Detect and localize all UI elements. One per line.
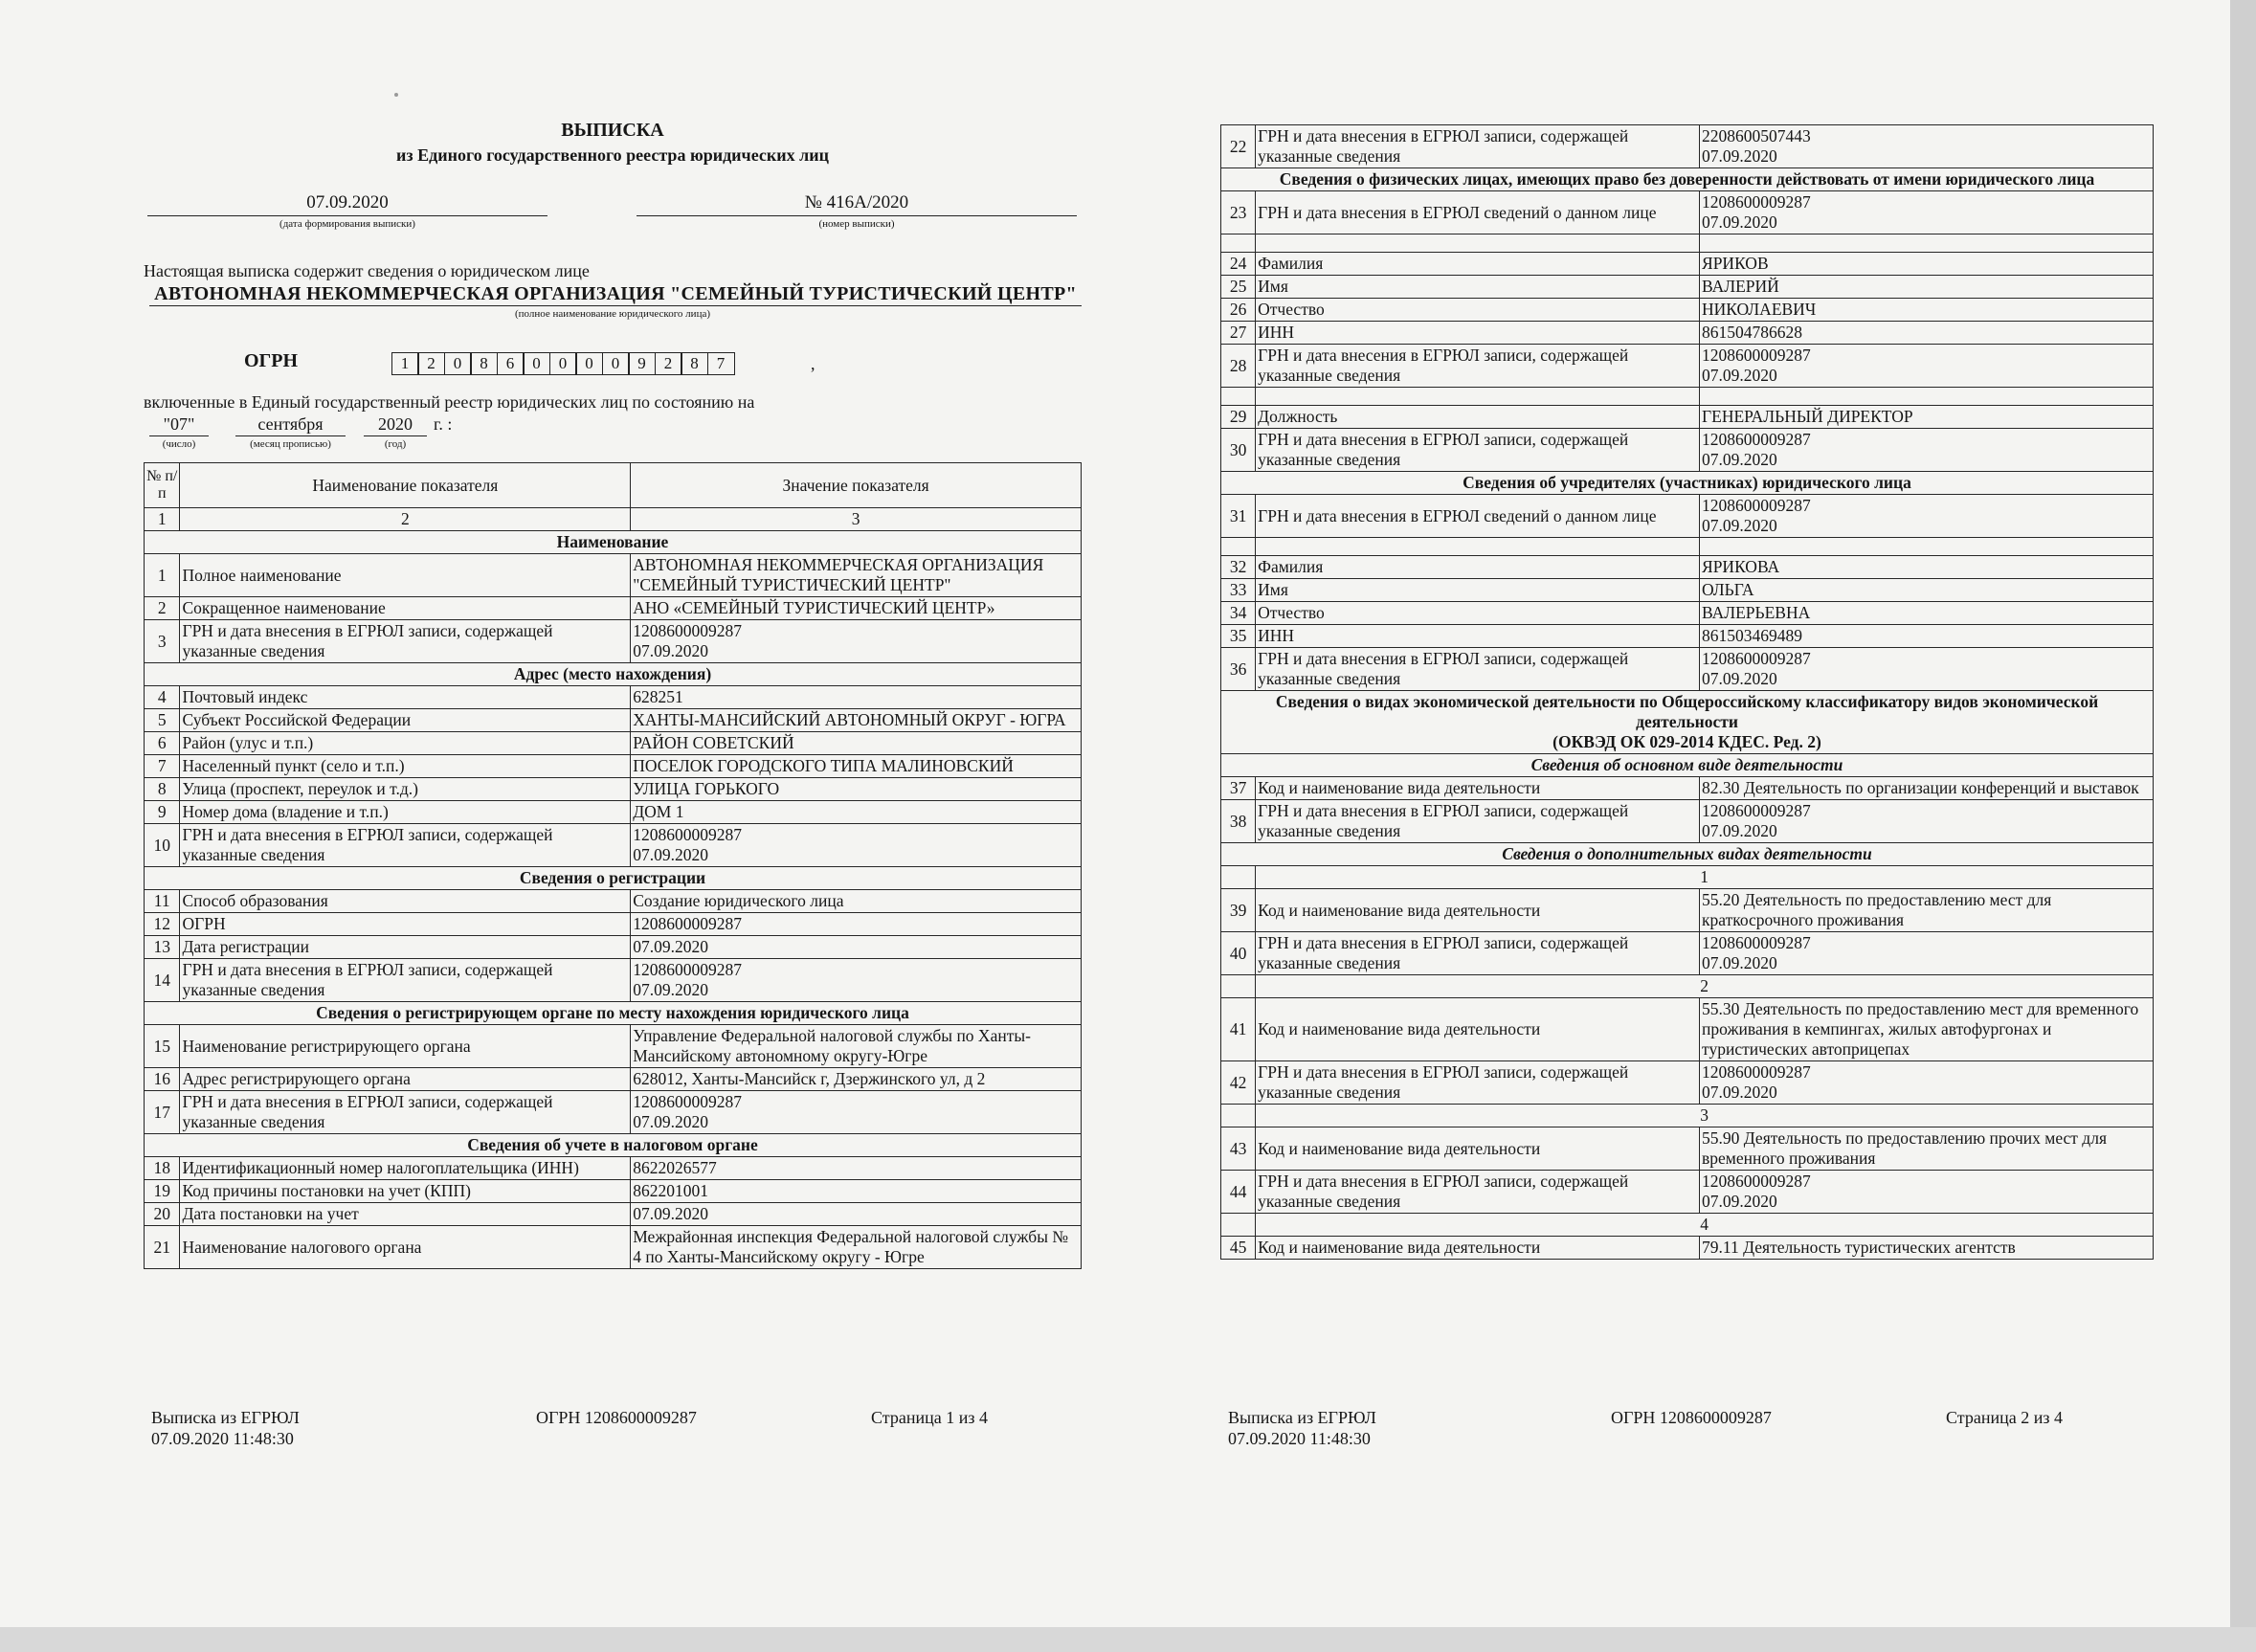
table-row <box>1221 625 2154 648</box>
indicator-name: ГРН и дата внесения в ЕГРЮЛ записи, содержащей указанные сведения <box>1256 125 1700 168</box>
indicator-name: Имя <box>1256 579 1700 602</box>
indicator-value: ВАЛЕРИЙ <box>1700 276 2154 299</box>
scan-edge-bottom <box>0 1627 2256 1652</box>
page-1 <box>144 120 1082 1269</box>
table-row <box>145 936 1082 959</box>
asof-month: сентября <box>235 414 346 436</box>
indicator-value: 55.20 Деятельность по предоставлению мест для краткосрочного проживания <box>1700 889 2154 932</box>
footer-extract-label: Выписка из ЕГРЮЛ <box>151 1408 300 1427</box>
indicator-value: Создание юридического лица <box>631 890 1082 913</box>
blank-row <box>1221 388 2154 406</box>
indicator-value: 1208600009287 <box>631 913 1082 936</box>
indicator-value: 1208600009287 07.09.2020 <box>1700 1171 2154 1214</box>
row-number: 8 <box>145 778 180 801</box>
table-row <box>1221 1127 2154 1171</box>
indicator-name: Район (улус и т.п.) <box>180 732 631 755</box>
indicator-name: Улица (проспект, переулок и т.д.) <box>180 778 631 801</box>
indicator-value: ЯРИКОВ <box>1700 253 2154 276</box>
extract-number-caption: (номер выписки) <box>818 218 895 230</box>
empty-cell <box>1700 538 2154 556</box>
ogrn-digit-box: 0 <box>602 352 630 375</box>
row-number: 29 <box>1221 406 1256 429</box>
row-number: 43 <box>1221 1127 1256 1171</box>
indicator-value: 82.30 Деятельность по организации конференций и выставок <box>1700 777 2154 800</box>
ogrn-digit-box: 9 <box>628 352 656 375</box>
table-row <box>145 709 1082 732</box>
empty-cell <box>1221 1214 1256 1237</box>
table-row <box>145 890 1082 913</box>
activity-counter-row <box>1221 1105 2154 1127</box>
subsection-header-row <box>1221 843 2154 866</box>
table-row <box>145 1180 1082 1203</box>
empty-cell <box>1221 388 1256 406</box>
table-row <box>1221 998 2154 1061</box>
row-number: 16 <box>145 1068 180 1091</box>
row-number: 35 <box>1221 625 1256 648</box>
indicator-value: 1208600009287 07.09.2020 <box>631 1091 1082 1134</box>
indicator-name: Идентификационный номер налогоплательщика (ИНН) <box>180 1157 631 1180</box>
extract-number: № 416А/2020 <box>637 192 1077 216</box>
subsection-title: Сведения о дополнительных видах деятельности <box>1221 843 2154 866</box>
ogrn-digit-boxes <box>392 352 735 375</box>
page-1-footer-page: Страница 1 из 4 <box>871 1408 988 1427</box>
indicator-name: ИНН <box>1256 625 1700 648</box>
asof-year-suffix: г. : <box>434 414 453 434</box>
intro-text: Настоящая выписка содержит сведения о юридическом лице <box>144 261 590 280</box>
page-1-footer-left <box>151 1407 300 1449</box>
indicator-name: Населенный пункт (село и т.п.) <box>180 755 631 778</box>
indicator-value: 628251 <box>631 686 1082 709</box>
indicator-value: АВТОНОМНАЯ НЕКОММЕРЧЕСКАЯ ОРГАНИЗАЦИЯ "СЕМЕЙНЫЙ ТУРИСТИЧЕСКИЙ ЦЕНТР" <box>631 554 1082 597</box>
indicator-value: Межрайонная инспекция Федеральной налоговой службы № 4 по Ханты-Мансийскому округу - Югре <box>631 1226 1082 1269</box>
row-number: 5 <box>145 709 180 732</box>
ogrn-digit-box: 2 <box>655 352 682 375</box>
empty-cell <box>1700 388 2154 406</box>
indicator-value: Управление Федеральной налоговой службы по Ханты-Мансийскому автономному округу-Югре <box>631 1025 1082 1068</box>
row-number: 33 <box>1221 579 1256 602</box>
row-number: 34 <box>1221 602 1256 625</box>
extract-title: ВЫПИСКА <box>561 120 664 141</box>
row-number: 1 <box>145 554 180 597</box>
org-name-caption: (полное наименование юридического лица) <box>514 308 710 320</box>
row-number: 4 <box>145 686 180 709</box>
indicator-value: 1208600009287 07.09.2020 <box>631 620 1082 663</box>
row-number: 13 <box>145 936 180 959</box>
indicator-value: 862201001 <box>631 1180 1082 1203</box>
indicator-name: ГРН и дата внесения в ЕГРЮЛ записи, содержащей указанные сведения <box>1256 800 1700 843</box>
asof-year: 2020 <box>364 414 427 436</box>
row-number: 45 <box>1221 1237 1256 1260</box>
indicator-name: ГРН и дата внесения в ЕГРЮЛ записи, содержащей указанные сведения <box>1256 1061 1700 1105</box>
indicator-value: 1208600009287 07.09.2020 <box>1700 345 2154 388</box>
row-number: 39 <box>1221 889 1256 932</box>
indicator-name: Фамилия <box>1256 556 1700 579</box>
table-row <box>145 620 1082 663</box>
activity-counter-row <box>1221 975 2154 998</box>
extract-number-field <box>637 192 1077 230</box>
table-row <box>145 686 1082 709</box>
registry-table-page-2 <box>1220 124 2154 1260</box>
table-row <box>145 597 1082 620</box>
indicator-name: ГРН и дата внесения в ЕГРЮЛ записи, содержащей указанные сведения <box>1256 1171 1700 1214</box>
indicator-name: ГРН и дата внесения в ЕГРЮЛ записи, содержащей указанные сведения <box>1256 345 1700 388</box>
page-2-footer-left <box>1228 1407 1376 1449</box>
indicator-name: ГРН и дата внесения в ЕГРЮЛ записи, содержащей указанные сведения <box>180 959 631 1002</box>
indicator-name: Код и наименование вида деятельности <box>1256 889 1700 932</box>
table-row <box>145 913 1082 936</box>
subsection-header-row <box>1221 754 2154 777</box>
indicator-name: Фамилия <box>1256 253 1700 276</box>
indicator-name: Дата регистрации <box>180 936 631 959</box>
row-number: 30 <box>1221 429 1256 472</box>
section-title: Сведения о регистрирующем органе по месту нахождения юридического лица <box>145 1002 1082 1025</box>
empty-cell <box>1221 866 1256 889</box>
row-number: 12 <box>145 913 180 936</box>
indicator-value: ПОСЕЛОК ГОРОДСКОГО ТИПА МАЛИНОВСКИЙ <box>631 755 1082 778</box>
table-row <box>1221 191 2154 234</box>
table-row <box>1221 322 2154 345</box>
table-row <box>145 554 1082 597</box>
extract-meta <box>144 192 1082 240</box>
indicator-value: ДОМ 1 <box>631 801 1082 824</box>
indicator-name: ГРН и дата внесения в ЕГРЮЛ сведений о данном лице <box>1256 495 1700 538</box>
section-header-row <box>1221 168 2154 191</box>
indicator-name: Код и наименование вида деятельности <box>1256 777 1700 800</box>
table-row <box>145 1068 1082 1091</box>
indicator-name: ГРН и дата внесения в ЕГРЮЛ записи, содержащей указанные сведения <box>180 620 631 663</box>
table-row <box>1221 495 2154 538</box>
formation-date-caption: (дата формирования выписки) <box>279 218 415 230</box>
indicator-value: 07.09.2020 <box>631 936 1082 959</box>
page-2-footer-page: Страница 2 из 4 <box>1946 1408 2063 1427</box>
row-number: 18 <box>145 1157 180 1180</box>
indicator-name: ГРН и дата внесения в ЕГРЮЛ записи, содержащей указанные сведения <box>1256 429 1700 472</box>
indicator-name: Код и наименование вида деятельности <box>1256 1127 1700 1171</box>
indicator-name: Наименование регистрирующего органа <box>180 1025 631 1068</box>
indicator-name: ГРН и дата внесения в ЕГРЮЛ записи, содержащей указанные сведения <box>180 1091 631 1134</box>
indicator-value: ХАНТЫ-МАНСИЙСКИЙ АВТОНОМНЫЙ ОКРУГ - ЮГРА <box>631 709 1082 732</box>
row-number: 20 <box>145 1203 180 1226</box>
table-row <box>1221 276 2154 299</box>
indicator-name: ГРН и дата внесения в ЕГРЮЛ записи, содержащей указанные сведения <box>180 824 631 867</box>
row-number: 24 <box>1221 253 1256 276</box>
indicator-name: Должность <box>1256 406 1700 429</box>
row-number: 15 <box>145 1025 180 1068</box>
row-number: 6 <box>145 732 180 755</box>
col-header-num: № п/п <box>145 463 180 508</box>
table-row <box>1221 299 2154 322</box>
table-row <box>1221 800 2154 843</box>
row-number: 17 <box>145 1091 180 1134</box>
table-row <box>1221 648 2154 691</box>
row-number: 38 <box>1221 800 1256 843</box>
table-row <box>1221 889 2154 932</box>
indicator-value: 861504786628 <box>1700 322 2154 345</box>
section-title: Сведения об учете в налоговом органе <box>145 1134 1082 1157</box>
indicator-name: Код причины постановки на учет (КПП) <box>180 1180 631 1203</box>
indicator-value: 1208600009287 07.09.2020 <box>1700 495 2154 538</box>
section-title: Сведения о физических лицах, имеющих право без доверенности действовать от имени юридического лица <box>1221 168 2154 191</box>
row-number: 28 <box>1221 345 1256 388</box>
table-row <box>1221 253 2154 276</box>
section-header-row <box>145 663 1082 686</box>
indicator-value: 8622026577 <box>631 1157 1082 1180</box>
col-number-3: 3 <box>631 508 1082 531</box>
asof-text: включенные в Единый государственный реестр юридических лиц по состоянию на <box>144 392 755 412</box>
ogrn-digit-box: 6 <box>497 352 525 375</box>
indicator-name: Дата постановки на учет <box>180 1203 631 1226</box>
indicator-name: Номер дома (владение и т.п.) <box>180 801 631 824</box>
table-row <box>145 1091 1082 1134</box>
page-1-footer-ogrn: ОГРН 1208600009287 <box>536 1408 697 1427</box>
table-row <box>1221 579 2154 602</box>
table-row <box>1221 345 2154 388</box>
empty-cell <box>1221 1105 1256 1127</box>
subsection-title: Сведения об основном виде деятельности <box>1221 754 2154 777</box>
page-2-footer-ogrn: ОГРН 1208600009287 <box>1611 1408 1772 1427</box>
row-number: 3 <box>145 620 180 663</box>
row-number: 26 <box>1221 299 1256 322</box>
empty-cell <box>1700 234 2154 253</box>
asof-year-caption: (год) <box>384 438 407 450</box>
section-header-row <box>1221 472 2154 495</box>
page-2 <box>1220 124 2154 1260</box>
asof-day-field <box>149 414 209 450</box>
row-number: 23 <box>1221 191 1256 234</box>
scan-edge-right <box>2230 0 2256 1652</box>
indicator-value: 1208600009287 07.09.2020 <box>1700 648 2154 691</box>
col-number-2: 2 <box>180 508 631 531</box>
table-row <box>1221 1171 2154 1214</box>
table-row <box>145 1025 1082 1068</box>
indicator-value: 55.90 Деятельность по предоставлению прочих мест для временного проживания <box>1700 1127 2154 1171</box>
row-number: 14 <box>145 959 180 1002</box>
indicator-name: Отчество <box>1256 602 1700 625</box>
section-title: Адрес (место нахождения) <box>145 663 1082 686</box>
indicator-value: 1208600009287 07.09.2020 <box>1700 932 2154 975</box>
row-number: 27 <box>1221 322 1256 345</box>
empty-cell <box>1256 388 1700 406</box>
scan-speck <box>394 93 398 97</box>
table-row <box>1221 1237 2154 1260</box>
ogrn-tail: , <box>811 354 815 373</box>
ogrn-digit-box: 1 <box>391 352 419 375</box>
indicator-name: ИНН <box>1256 322 1700 345</box>
registry-table-page-1 <box>144 462 1082 1269</box>
col-header-value: Значение показателя <box>631 463 1082 508</box>
indicator-value: 861503469489 <box>1700 625 2154 648</box>
indicator-value: ОЛЬГА <box>1700 579 2154 602</box>
row-number: 10 <box>145 824 180 867</box>
row-number: 42 <box>1221 1061 1256 1105</box>
asof-day: "07" <box>149 414 209 436</box>
org-full-name: АВТОНОМНАЯ НЕКОММЕРЧЕСКАЯ ОРГАНИЗАЦИЯ "СЕМЕЙНЫЙ ТУРИСТИЧЕСКИЙ ЦЕНТР" <box>149 283 1082 306</box>
activity-counter: 2 <box>1256 975 2154 998</box>
ogrn-digit-box: 0 <box>549 352 577 375</box>
section-header-row <box>145 867 1082 890</box>
row-number: 11 <box>145 890 180 913</box>
indicator-name: ОГРН <box>180 913 631 936</box>
indicator-value: 07.09.2020 <box>631 1203 1082 1226</box>
formation-date-field <box>147 192 547 230</box>
ogrn-digit-box: 8 <box>681 352 708 375</box>
indicator-value: 628012, Ханты-Мансийск г, Дзержинского ул, д 2 <box>631 1068 1082 1091</box>
indicator-name: Полное наименование <box>180 554 631 597</box>
indicator-value: 1208600009287 07.09.2020 <box>1700 191 2154 234</box>
table-row <box>145 732 1082 755</box>
section-header-row <box>145 531 1082 554</box>
indicator-name: Способ образования <box>180 890 631 913</box>
indicator-name: ГРН и дата внесения в ЕГРЮЛ сведений о данном лице <box>1256 191 1700 234</box>
empty-cell <box>1221 234 1256 253</box>
indicator-name: Сокращенное наименование <box>180 597 631 620</box>
ogrn-digit-box: 0 <box>575 352 603 375</box>
activity-counter-row <box>1221 866 2154 889</box>
table-row <box>145 755 1082 778</box>
table-row <box>145 778 1082 801</box>
row-number: 9 <box>145 801 180 824</box>
row-number: 31 <box>1221 495 1256 538</box>
indicator-value: ЯРИКОВА <box>1700 556 2154 579</box>
asof-month-caption: (месяц прописью) <box>250 438 331 450</box>
row-number: 25 <box>1221 276 1256 299</box>
indicator-name: Код и наименование вида деятельности <box>1256 998 1700 1061</box>
empty-cell <box>1256 538 1700 556</box>
ogrn-digit-box: 2 <box>417 352 445 375</box>
asof-month-field <box>235 414 346 450</box>
asof-day-caption: (число) <box>162 438 196 450</box>
table-row <box>1221 429 2154 472</box>
indicator-name: Код и наименование вида деятельности <box>1256 1237 1700 1260</box>
table-row <box>1221 125 2154 168</box>
indicator-value: 1208600009287 07.09.2020 <box>631 824 1082 867</box>
indicator-value: 1208600009287 07.09.2020 <box>1700 429 2154 472</box>
row-number: 44 <box>1221 1171 1256 1214</box>
table-row <box>1221 406 2154 429</box>
indicator-value: РАЙОН СОВЕТСКИЙ <box>631 732 1082 755</box>
indicator-value: 1208600009287 07.09.2020 <box>1700 1061 2154 1105</box>
row-number: 21 <box>145 1226 180 1269</box>
indicator-name: Субъект Российской Федерации <box>180 709 631 732</box>
indicator-value: АНО «СЕМЕЙНЫЙ ТУРИСТИЧЕСКИЙ ЦЕНТР» <box>631 597 1082 620</box>
blank-row <box>1221 538 2154 556</box>
indicator-name: Имя <box>1256 276 1700 299</box>
table-header-row <box>145 463 1082 508</box>
indicator-name: ГРН и дата внесения в ЕГРЮЛ записи, содержащей указанные сведения <box>1256 932 1700 975</box>
footer-timestamp: 07.09.2020 11:48:30 <box>151 1429 294 1448</box>
row-number: 2 <box>145 597 180 620</box>
table-row <box>1221 556 2154 579</box>
row-number: 19 <box>145 1180 180 1203</box>
empty-cell <box>1256 234 1700 253</box>
indicator-value: УЛИЦА ГОРЬКОГО <box>631 778 1082 801</box>
empty-cell <box>1221 538 1256 556</box>
section-header-row <box>145 1002 1082 1025</box>
table-row <box>1221 777 2154 800</box>
row-number: 41 <box>1221 998 1256 1061</box>
asof-date <box>144 414 1082 457</box>
table-row <box>145 959 1082 1002</box>
table-column-numbers <box>145 508 1082 531</box>
table-row <box>1221 602 2154 625</box>
indicator-name: Почтовый индекс <box>180 686 631 709</box>
asof-year-field <box>364 414 427 450</box>
section-title: Наименование <box>145 531 1082 554</box>
footer-timestamp: 07.09.2020 11:48:30 <box>1228 1429 1371 1448</box>
ogrn-block <box>144 341 1082 381</box>
col-number-1: 1 <box>145 508 180 531</box>
row-number: 40 <box>1221 932 1256 975</box>
col-header-name: Наименование показателя <box>180 463 631 508</box>
indicator-value: ГЕНЕРАЛЬНЫЙ ДИРЕКТОР <box>1700 406 2154 429</box>
table-row <box>145 824 1082 867</box>
indicator-value: 79.11 Деятельность туристических агентств <box>1700 1237 2154 1260</box>
formation-date: 07.09.2020 <box>147 192 547 216</box>
row-number: 22 <box>1221 125 1256 168</box>
activity-counter-row <box>1221 1214 2154 1237</box>
blank-row <box>1221 234 2154 253</box>
row-number: 7 <box>145 755 180 778</box>
indicator-name: Отчество <box>1256 299 1700 322</box>
row-number: 36 <box>1221 648 1256 691</box>
activity-counter: 3 <box>1256 1105 2154 1127</box>
indicator-value: 2208600507443 07.09.2020 <box>1700 125 2154 168</box>
table-row <box>1221 1061 2154 1105</box>
table-row <box>145 1203 1082 1226</box>
row-number: 32 <box>1221 556 1256 579</box>
section-title: Сведения о видах экономической деятельности по Общероссийскому классификатору видов экономической деятельности (ОКВЭД ОК 029-2014 КДЕС. Ред. 2) <box>1221 691 2154 754</box>
ogrn-digit-box: 8 <box>470 352 498 375</box>
activity-counter: 4 <box>1256 1214 2154 1237</box>
section-header-row <box>145 1134 1082 1157</box>
row-number: 37 <box>1221 777 1256 800</box>
indicator-name: Адрес регистрирующего органа <box>180 1068 631 1091</box>
ogrn-digit-box: 0 <box>444 352 472 375</box>
table-row <box>145 801 1082 824</box>
table-row <box>145 1226 1082 1269</box>
indicator-name: ГРН и дата внесения в ЕГРЮЛ записи, содержащей указанные сведения <box>1256 648 1700 691</box>
activity-counter: 1 <box>1256 866 2154 889</box>
indicator-name: Наименование налогового органа <box>180 1226 631 1269</box>
table-row <box>145 1157 1082 1180</box>
indicator-value: 1208600009287 07.09.2020 <box>631 959 1082 1002</box>
indicator-value: 1208600009287 07.09.2020 <box>1700 800 2154 843</box>
ogrn-digit-box: 0 <box>523 352 550 375</box>
indicator-value: 55.30 Деятельность по предоставлению мест для временного проживания в кемпингах, жилых автофургонах и туристических автоприцепах <box>1700 998 2154 1061</box>
ogrn-digit-box: 7 <box>707 352 735 375</box>
empty-cell <box>1221 975 1256 998</box>
footer-extract-label: Выписка из ЕГРЮЛ <box>1228 1408 1376 1427</box>
section-title: Сведения об учредителях (участниках) юридического лица <box>1221 472 2154 495</box>
section-header-row <box>1221 691 2154 754</box>
indicator-value: НИКОЛАЕВИЧ <box>1700 299 2154 322</box>
extract-subtitle: из Единого государственного реестра юридических лиц <box>396 145 829 165</box>
section-title: Сведения о регистрации <box>145 867 1082 890</box>
indicator-value: ВАЛЕРЬЕВНА <box>1700 602 2154 625</box>
table-row <box>1221 932 2154 975</box>
ogrn-label: ОГРН <box>244 350 299 371</box>
